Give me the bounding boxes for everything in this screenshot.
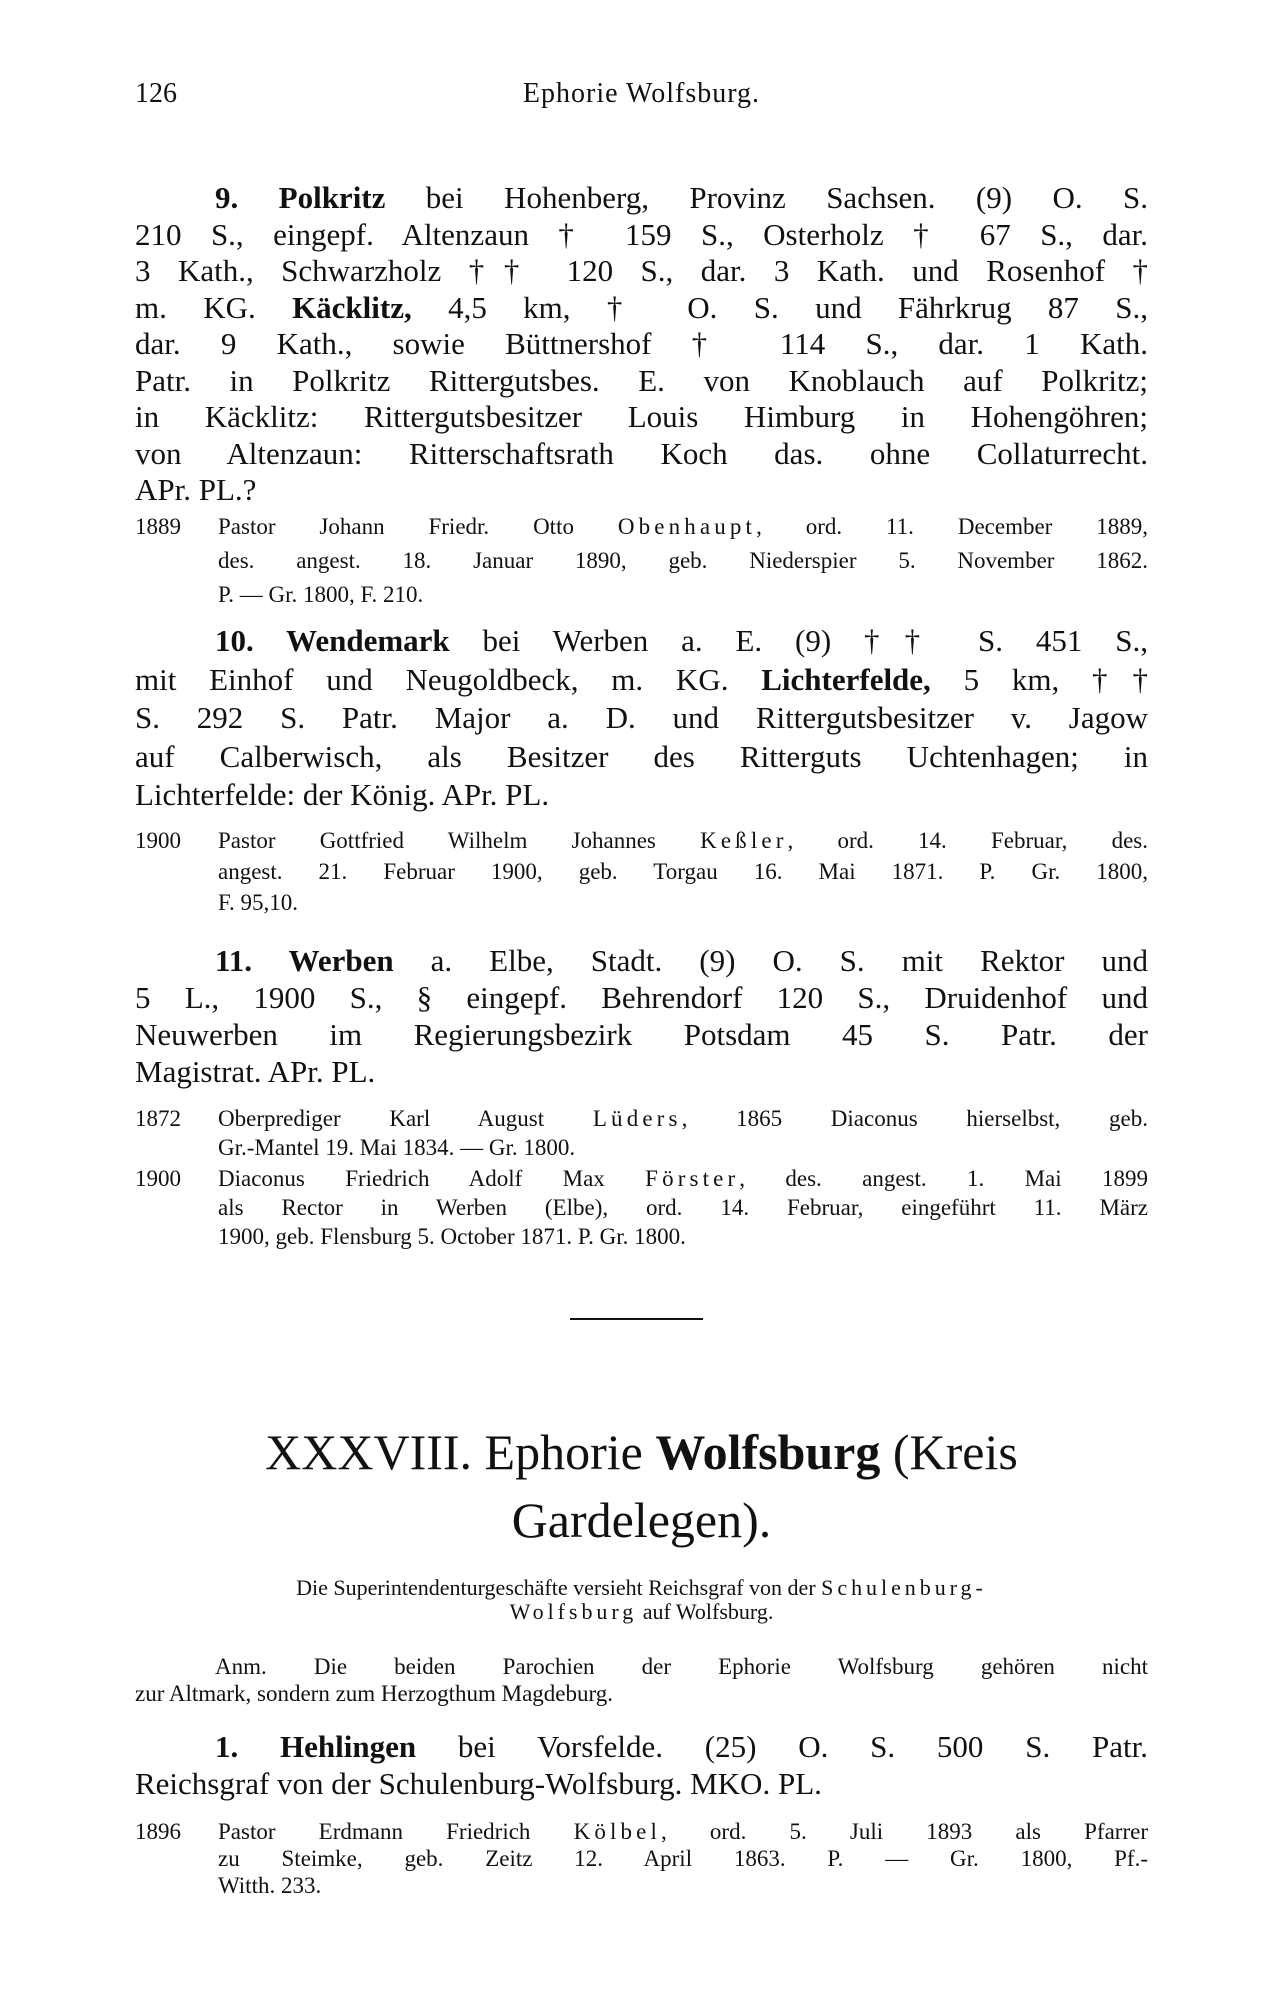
text-segment: (Kreis <box>880 1424 1018 1480</box>
parish-entry <box>135 622 1148 815</box>
text-line <box>135 1016 1148 1053</box>
entry-year: 1889 <box>135 514 181 539</box>
text-segment: zur Altmark, sondern zum Herzogthum Magdeburg. <box>135 1681 613 1706</box>
bold-heading: 9. Polkritz <box>215 180 386 215</box>
text-segment: auf Calberwisch, als Besitzer des Ritterguts Uchtenhagen; in <box>135 738 1148 774</box>
text-line <box>135 979 1148 1016</box>
text-segment: Pastor Gottfried Wilhelm Johannes <box>218 828 701 853</box>
text-line <box>218 856 1148 887</box>
text-line <box>218 578 1148 612</box>
running-title: Ephorie Wolfsburg. <box>522 78 761 109</box>
spaced-name: Kölbel <box>573 1819 662 1844</box>
text-line <box>135 1653 1148 1680</box>
text-line <box>135 399 1148 436</box>
parish-entry <box>135 180 1148 509</box>
text-line <box>218 1222 1148 1251</box>
text-segment: Witth. 233. <box>218 1873 322 1898</box>
spaced-name: Lüders <box>592 1106 682 1131</box>
text-segment: Gardelegen). <box>511 1492 772 1548</box>
text-line <box>135 699 1148 738</box>
text-line <box>218 1818 1148 1845</box>
text-segment: des. angest. 18. Januar 1890, geb. Niederspier 5. November 1862. <box>218 548 1148 573</box>
spaced-name: Keßler <box>700 828 788 853</box>
text-line <box>135 217 1148 254</box>
page-header <box>135 78 1148 112</box>
text-segment: Reichsgraf von der Schulenburg-Wolfsburg. MKO. PL. <box>135 1766 822 1801</box>
text-segment: Diaconus Friedrich Adolf Max <box>218 1166 646 1191</box>
text-line <box>135 942 1148 979</box>
spaced-name: Obenhaupt <box>617 514 757 539</box>
text-segment: Pastor Johann Friedr. Otto <box>218 514 618 539</box>
parish-entry <box>135 942 1148 1090</box>
bold-heading: Wolfsburg <box>655 1424 881 1480</box>
text-line <box>135 180 1148 217</box>
text-segment: , ord. 5. Juli 1893 als Pfarrer <box>661 1819 1148 1844</box>
text-line <box>218 510 1148 544</box>
text-line <box>135 363 1148 400</box>
text-line <box>218 825 1148 856</box>
text-segment: Patr. in Polkritz Rittergutsbes. E. von Knoblauch auf Polkritz; <box>135 362 1148 398</box>
text-segment: S. 292 S. Patr. Major a. D. und Rittergutsbesitzer v. Jagow <box>135 700 1148 735</box>
entry-text <box>218 510 1148 612</box>
bold-heading: Käcklitz, <box>292 289 412 325</box>
bold-heading: 1. Hehlingen <box>215 1729 417 1764</box>
text-segment: dar. 9 Kath., sowie Büttnershof † 114 S., dar. 1 Kath. <box>135 326 1148 361</box>
entry-year: 1872 <box>135 1106 181 1131</box>
text-segment: 210 S., eingepf. Altenzaun † 159 S., Osterholz † 67 S., dar. <box>135 216 1148 252</box>
text-line <box>135 738 1148 777</box>
text-line <box>135 326 1148 363</box>
text-line <box>135 472 1148 509</box>
entry-year: 1900 <box>135 1166 181 1191</box>
text-segment: APr. PL.? <box>135 472 257 507</box>
text-segment: 5 km, †† <box>930 661 1148 697</box>
text-segment: , 1865 Diaconus hierselbst, geb. <box>681 1106 1148 1131</box>
text-line <box>218 1193 1148 1222</box>
text-segment: Gr.-Mantel 19. Mai 1834. — Gr. 1800. <box>218 1135 576 1160</box>
text-segment: 4,5 km, † O. S. und Fährkrug 87 S., <box>411 289 1148 325</box>
text-segment: von Altenzaun: Ritterschaftsrath Koch das. ohne Collaturrecht. <box>135 435 1148 471</box>
text-line <box>135 776 1148 815</box>
text-line <box>218 1104 1148 1133</box>
text-line <box>135 1765 1148 1802</box>
text-segment: Oberprediger Karl August <box>218 1106 593 1131</box>
text-line <box>135 253 1148 290</box>
text-line <box>135 1576 1148 1600</box>
text-segment: als Rector in Werben (Elbe), ord. 14. Februar, eingeführt 11. März <box>218 1195 1148 1220</box>
text-line <box>135 1053 1148 1090</box>
text-line <box>135 661 1148 700</box>
text-segment: Anm. Die beiden Parochien der Ephorie Wolfsburg gehören nicht <box>215 1654 1148 1679</box>
entry-text <box>218 1104 1148 1162</box>
text-line <box>218 1872 1148 1899</box>
entry-year: 1900 <box>135 828 181 853</box>
text-segment: Pastor Erdmann Friedrich <box>218 1819 574 1844</box>
text-line <box>218 1845 1148 1872</box>
text-segment: 3 Kath., Schwarzholz †† 120 S., dar. 3 Kath. und Rosenhof † <box>135 253 1148 288</box>
spaced-name: Förster <box>645 1166 740 1191</box>
spaced-name: Schulenburg- <box>821 1575 987 1600</box>
text-line <box>135 1728 1148 1765</box>
text-segment: F. 95,10. <box>218 890 298 915</box>
text-line <box>135 622 1148 661</box>
text-segment: , ord. 11. December 1889, <box>756 514 1148 539</box>
text-segment: in Käcklitz: Rittergutsbesitzer Louis Himburg in Hohengöhren; <box>135 399 1148 434</box>
text-segment: , ord. 14. Februar, des. <box>787 828 1148 853</box>
text-line <box>218 544 1148 578</box>
text-segment: , des. angest. 1. Mai 1899 <box>739 1166 1149 1191</box>
text-segment: bei Hohenberg, Provinz Sachsen. (9) O. S. <box>385 180 1148 215</box>
text-segment: XXXVIII. Ephorie <box>265 1424 656 1480</box>
text-segment: mit Einhof und Neugoldbeck, m. KG. <box>135 661 762 697</box>
text-segment: Magistrat. APr. PL. <box>135 1054 376 1089</box>
text-line <box>218 1164 1148 1193</box>
text-line <box>135 436 1148 473</box>
text-line <box>218 887 1148 918</box>
entry-year: 1896 <box>135 1819 181 1844</box>
text-segment: angest. 21. Februar 1900, geb. Torgau 16. Mai 1871. P. Gr. 1800, <box>218 859 1148 884</box>
section-subtitle <box>135 1576 1148 1624</box>
bold-heading: 10. Wendemark <box>215 623 450 658</box>
text-segment: bei Werben a. E. (9) †† S. 451 S., <box>449 623 1148 658</box>
entry-text <box>218 1164 1148 1251</box>
text-line <box>218 1133 1148 1162</box>
text-line <box>135 1418 1148 1486</box>
text-line <box>135 290 1148 327</box>
text-segment: P. — Gr. 1800, F. 210. <box>218 582 424 607</box>
page-number: 126 <box>135 78 177 109</box>
text-segment: Die Superintendenturgeschäfte versieht Reichsgraf von der <box>296 1575 822 1600</box>
text-segment: m. KG. <box>135 289 293 325</box>
section-title <box>135 1418 1148 1554</box>
text-line <box>135 1600 1148 1624</box>
text-segment: 1900, geb. Flensburg 5. October 1871. P. Gr. 1800. <box>218 1224 686 1249</box>
section-divider <box>570 1318 703 1320</box>
text-segment: Neuwerben im Regierungsbezirk Potsdam 45 S. Patr. der <box>135 1017 1148 1052</box>
bold-heading: Lichterfelde, <box>761 661 931 697</box>
text-segment: zu Steimke, geb. Zeitz 12. April 1863. P. — Gr. 1800, Pf.- <box>218 1846 1148 1871</box>
text-line <box>135 1680 1148 1707</box>
text-line <box>135 1486 1148 1554</box>
entry-text <box>218 1818 1148 1899</box>
text-segment: auf Wolfsburg. <box>637 1599 774 1624</box>
section-note <box>135 1653 1148 1707</box>
entry-text <box>218 825 1148 918</box>
text-segment: bei Vorsfelde. (25) O. S. 500 S. Patr. <box>416 1729 1148 1764</box>
text-segment: a. Elbe, Stadt. (9) O. S. mit Rektor und <box>393 943 1148 978</box>
parish-entry <box>135 1728 1148 1802</box>
bold-heading: 11. Werben <box>215 943 394 978</box>
spaced-name: Wolfsburg <box>509 1599 638 1624</box>
text-segment: Lichterfelde: der König. APr. PL. <box>135 777 550 812</box>
text-segment: 5 L., 1900 S., § eingepf. Behrendorf 120 S., Druidenhof und <box>135 980 1148 1015</box>
